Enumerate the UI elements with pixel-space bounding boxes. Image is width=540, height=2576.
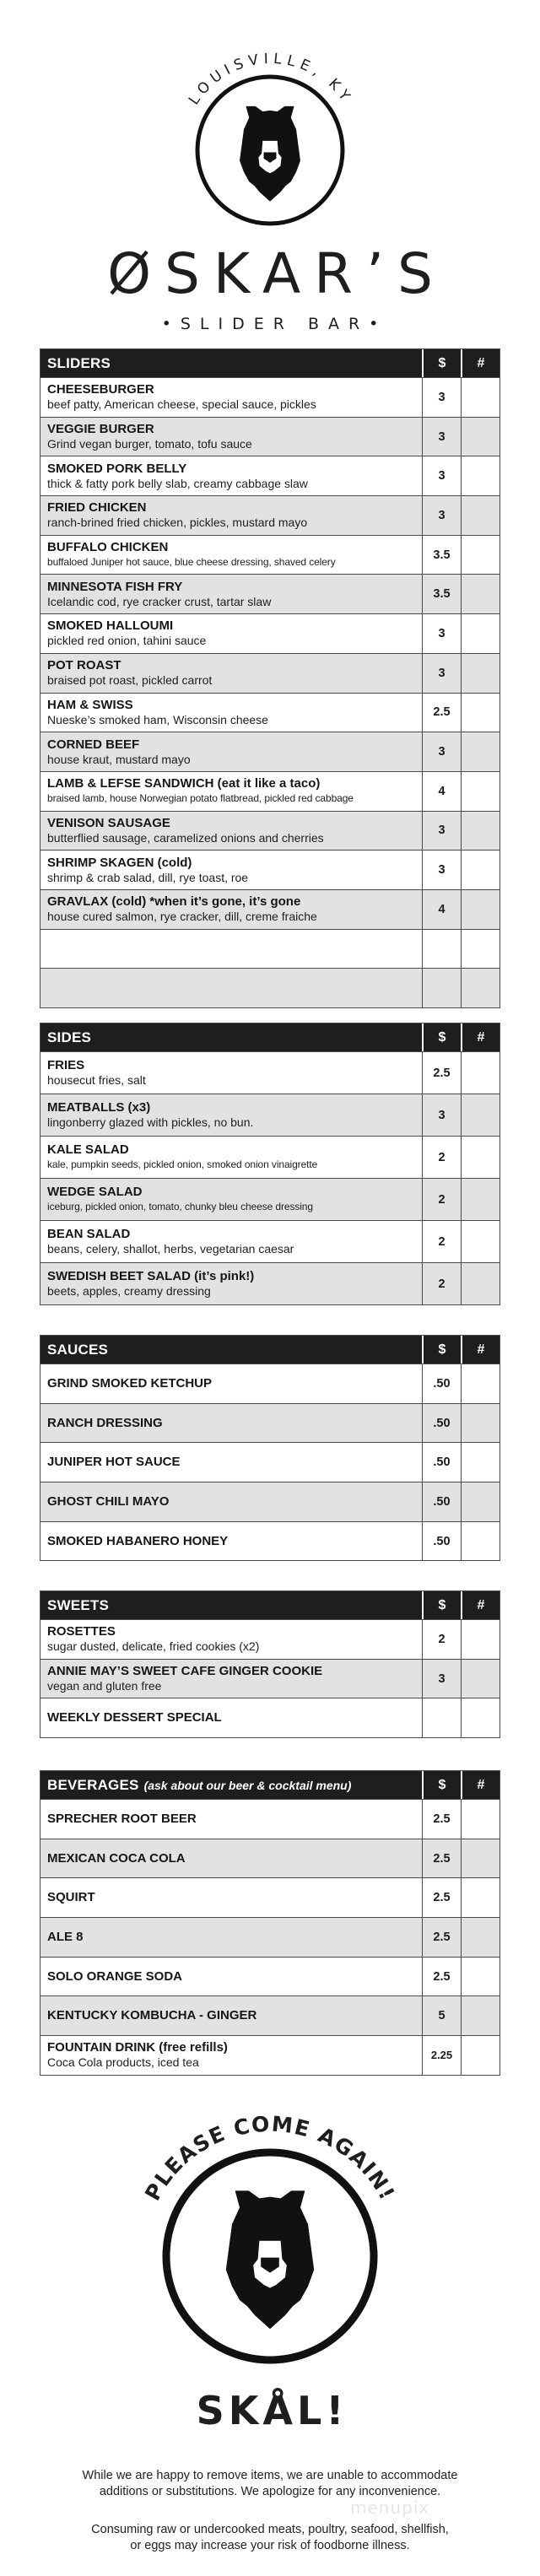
quantity-field[interactable] [461,2036,500,2075]
item-name: JUNIPER HOT SAUCE [47,1455,181,1470]
menu-item-row [40,1957,500,1996]
item-price: 2 [422,1137,461,1178]
item-description: sugar dusted, delicate, fried cookies (x2) [47,1639,260,1654]
bear-emblem-icon [0,2093,540,2379]
item-description: lingonberry glazed with pickles, no bun. [47,1115,254,1129]
item-cell [40,1800,422,1839]
item-name: SPRECHER ROOT BEER [47,1811,197,1826]
item-description: Nueske’s smoked ham, Wisconsin cheese [47,712,268,726]
item-name: WEDGE SALAD [47,1185,143,1199]
item-description: beef patty, American cheese, special sauce, pickles [47,397,316,412]
quantity-field[interactable] [461,1179,500,1220]
item-price: 3.5 [422,575,461,613]
item-price: 3 [422,456,461,495]
item-name: SQUIRT [47,1890,95,1905]
sides-section [40,1023,500,1305]
quantity-field[interactable] [461,890,500,929]
item-description: beets, apples, creamy dressing [47,1284,211,1298]
menu-item-row [40,1364,500,1403]
item-price: 2 [422,1221,461,1262]
quantity-field[interactable] [461,654,500,693]
item-cell [40,772,422,811]
item-name: GRIND SMOKED KETCHUP [47,1375,213,1391]
item-description: ranch-brined fried chicken, pickles, mustard mayo [47,516,308,530]
item-name: SMOKED HABANERO HONEY [47,1533,229,1548]
item-name: HAM & SWISS [47,697,133,712]
section-header [40,1771,500,1799]
item-description: house cured salmon, rye cracker, dill, creme fraiche [47,910,317,924]
menu-item-row [40,1136,500,1178]
beverages-section [40,1770,500,2076]
item-cell [40,1404,422,1443]
quantity-field[interactable] [461,496,500,535]
quantity-field[interactable] [461,1878,500,1917]
menu-item-row [40,1051,500,1094]
menu-item-row [40,1262,500,1304]
item-price: 2.5 [422,694,461,732]
quantity-field[interactable] [461,851,500,889]
item-name: ROSETTES [47,1624,116,1639]
item-name: POT ROAST [47,658,122,673]
price-column-header: $ [422,1771,461,1799]
menu-item-row [40,1403,500,1443]
food-safety-notice [0,2522,540,2554]
qty-column-header: # [461,349,500,377]
quantity-field[interactable] [461,1620,500,1659]
item-cell [40,1660,422,1698]
menu-item-row [40,889,500,929]
item-cell [40,732,422,771]
quantity-field[interactable] [461,772,500,811]
item-price: .50 [422,1404,461,1443]
item-name: SMOKED PORK BELLY [47,461,187,476]
quantity-field[interactable] [461,1698,500,1737]
quantity-field[interactable] [461,1137,500,1178]
notice-line: additions or substitutions. We apologize for any inconvenience. [99,2485,441,2498]
item-name: ALE 8 [47,1929,84,1944]
item-name: CHEESEBURGER [47,382,154,397]
item-price: 3 [422,614,461,653]
watermark: menupix [350,2498,430,2518]
item-cell [40,1996,422,2035]
blank-row [40,929,500,969]
item-cell [40,456,422,495]
item-price: 3 [422,418,461,456]
quantity-field[interactable] [461,614,500,653]
menu-item-row [40,377,500,417]
quantity-field[interactable] [461,1996,500,2035]
item-description: braised pot roast, pickled carrot [47,673,213,688]
item-price: 2.5 [422,1918,461,1957]
item-cell [40,1958,422,1996]
item-cell [40,654,422,693]
quantity-field[interactable] [461,1918,500,1957]
item-price: 2 [422,1263,461,1304]
item-description: pickled red onion, tahini sauce [47,634,207,648]
brand-name: ØSKAR’S [107,241,446,306]
item-cell [40,1839,422,1878]
quantity-field[interactable] [461,536,500,575]
item-price [422,930,461,969]
item-cell [40,930,422,969]
notice-line: Consuming raw or undercooked meats, poultry, seafood, shellfish, [91,2523,449,2536]
item-name: MINNESOTA FISH FRY [47,579,183,594]
menu-item-row [40,1995,500,2035]
item-name: MEATBALLS (x3) [47,1100,151,1115]
item-cell [40,1522,422,1561]
notice-line: or eggs may increase your risk of foodborne illness. [130,2539,410,2552]
item-price: 2.5 [422,1878,461,1917]
menu-item-row [40,1917,500,1957]
item-cell [40,1698,422,1737]
item-name: SOLO ORANGE SODA [47,1968,183,1984]
item-cell [40,536,422,575]
item-description: buffaloed Juniper hot sauce, blue cheese dressing, shaved celery [47,556,336,569]
location-arc-text: LOUISVILLE, KY [185,50,357,109]
item-name: WEEKLY DESSERT SPECIAL [47,1710,222,1725]
section-title: SLIDERS [47,354,111,371]
item-price [422,1698,461,1737]
item-name: CORNED BEEF [47,737,140,752]
item-price: 3 [422,378,461,417]
menu-item-row [40,1698,500,1737]
item-price: 5 [422,1996,461,2035]
item-price: 4 [422,772,461,811]
section-note: (ask about our beer & cocktail menu) [143,1778,352,1792]
menu-item-row [40,456,500,495]
notice-line: While we are happy to remove items, we are unable to accommodate [82,2469,458,2482]
menu-item-row [40,1442,500,1482]
item-name: GHOST CHILI MAYO [47,1493,170,1509]
quantity-field[interactable] [461,969,500,1007]
menu-item-row [40,1178,500,1220]
quantity-field[interactable] [461,1522,500,1561]
menu-item-row [40,693,500,732]
item-cell [40,1263,422,1304]
qty-column-header: # [461,1023,500,1051]
item-price: 2 [422,1620,461,1659]
brand-subtitle: •SLIDER BAR• [161,315,388,333]
menu-item-row [40,417,500,456]
quantity-field[interactable] [461,732,500,771]
menu-item-row [40,1619,500,1659]
item-description: thick & fatty pork belly slab, creamy cabbage slaw [47,476,308,490]
item-name: BUFFALO CHICKEN [47,540,169,555]
item-description: housecut fries, salt [47,1073,146,1087]
quantity-field[interactable] [461,456,500,495]
quantity-field[interactable] [461,930,500,969]
menu-item-row [40,574,500,613]
menu-item-row [40,653,500,693]
menu-item-row [40,1521,500,1561]
blank-row [40,968,500,1007]
item-description: Grind vegan burger, tomato, tofu sauce [47,437,252,451]
menu-item-row [40,613,500,653]
quantity-field[interactable] [461,575,500,613]
bottom-logo [0,2093,540,2379]
quantity-field[interactable] [461,1094,500,1136]
price-column-header: $ [422,349,461,377]
item-cell [40,1482,422,1521]
item-description: butterflied sausage, caramelized onions and cherries [47,830,324,845]
section-title: SIDES [47,1029,92,1045]
item-description: beans, celery, shallot, herbs, vegetarian caesar [47,1242,294,1256]
menu-item-row [40,1799,500,1839]
quantity-field[interactable] [461,1839,500,1878]
item-name: ANNIE MAY’S SWEET CAFE GINGER COOKIE [47,1664,323,1679]
menu-item-row [40,1094,500,1136]
item-cell [40,1052,422,1094]
quantity-field[interactable] [461,1052,500,1094]
item-cell [40,1364,422,1403]
item-name: SWEDISH BEET SALAD (it’s pink!) [47,1269,255,1283]
item-price: 3 [422,851,461,889]
section-title: BEVERAGES [47,1776,139,1793]
item-price: .50 [422,1522,461,1561]
menu-item-row [40,771,500,811]
sweets-section [40,1590,500,1738]
item-price: 3 [422,812,461,851]
item-name: RANCH DRESSING [47,1415,163,1430]
menu-item-row [40,1482,500,1521]
item-price [422,969,461,1007]
sauces-section [40,1335,500,1561]
come-again-arc-text: PLEASE COME AGAIN! [140,2111,400,2205]
item-price: 2.25 [422,2036,461,2075]
bear-emblem-icon [0,0,540,245]
item-description: Icelandic cod, rye cracker crust, tartar slaw [47,594,272,608]
item-name: LAMB & LEFSE SANDWICH (eat it like a taco) [47,776,321,791]
item-cell [40,1179,422,1220]
quantity-field[interactable] [461,1800,500,1839]
item-cell [40,1137,422,1178]
menu-item-row [40,850,500,889]
item-description: iceburg, pickled onion, tomato, chunky bleu cheese dressing [47,1201,313,1212]
menu-item-row [40,1877,500,1917]
qty-column-header: # [461,1771,500,1799]
qty-column-header: # [461,1591,500,1619]
item-name: VENISON SAUSAGE [47,815,170,830]
price-column-header: $ [422,1591,461,1619]
menu-item-row [40,1220,500,1262]
item-price: 2 [422,1179,461,1220]
item-cell [40,575,422,613]
item-cell [40,694,422,732]
menu-item-row [40,535,500,575]
item-cell [40,1221,422,1262]
item-description: kale, pumpkin seeds, pickled onion, smoked onion vinaigrette [47,1158,318,1170]
quantity-field[interactable] [461,1958,500,1996]
item-name: FRIED CHICKEN [47,500,147,516]
item-price: 4 [422,890,461,929]
quantity-field[interactable] [461,1443,500,1482]
item-name: KENTUCKY KOMBUCHA - GINGER [47,2008,257,2023]
price-column-header: $ [422,1023,461,1051]
item-description: vegan and gluten free [47,1679,162,1693]
item-description: house kraut, mustard mayo [47,752,191,766]
menu-item-row [40,495,500,535]
item-cell [40,851,422,889]
item-cell [40,1443,422,1482]
section-title-wrap [40,1771,422,1799]
item-cell [40,1094,422,1136]
quantity-field[interactable] [461,694,500,732]
item-price: 2.5 [422,1958,461,1996]
top-logo [0,0,540,346]
quantity-field[interactable] [461,1263,500,1304]
item-price: 2.5 [422,1800,461,1839]
menu-item-row [40,811,500,851]
menu-item-row [40,2035,500,2075]
quantity-field[interactable] [461,1221,500,1262]
item-cell [40,1918,422,1957]
item-price: 3 [422,654,461,693]
menu-item-row [40,1839,500,1878]
section-title: SAUCES [47,1341,109,1358]
item-price: .50 [422,1443,461,1482]
item-cell [40,812,422,851]
item-name: KALE SALAD [47,1142,129,1157]
item-name: BEAN SALAD [47,1227,131,1241]
section-title: SWEETS [47,1596,109,1613]
item-price: 3 [422,732,461,771]
qty-column-header: # [461,1336,500,1364]
section-header [40,1023,500,1051]
item-price: 2.5 [422,1839,461,1878]
item-name: SMOKED HALLOUMI [47,618,174,634]
item-price: 3.5 [422,536,461,575]
item-name: GRAVLAX (cold) *when it’s gone, it’s gone [47,894,301,910]
sliders-section [40,348,500,1008]
item-cell [40,2036,422,2075]
item-name: FRIES [47,1058,85,1072]
item-description: braised lamb, house Norwegian potato flatbread, pickled red cabbage [47,792,354,805]
substitution-notice [0,2468,540,2500]
quantity-field[interactable] [461,1660,500,1698]
item-cell [40,418,422,456]
item-cell [40,1620,422,1659]
item-description: Coca Cola products, iced tea [47,2055,199,2070]
item-cell [40,496,422,535]
quantity-field[interactable] [461,378,500,417]
quantity-field[interactable] [461,1364,500,1403]
section-header [40,1336,500,1364]
skal-heading: SKÅL! [196,2388,348,2433]
item-cell [40,969,422,1007]
section-header [40,349,500,377]
item-price: .50 [422,1364,461,1403]
section-header [40,1591,500,1619]
item-name: MEXICAN COCA COLA [47,1850,186,1866]
item-price: 3 [422,1660,461,1698]
quantity-field[interactable] [461,418,500,456]
item-cell [40,1878,422,1917]
item-cell [40,614,422,653]
item-price: 2.5 [422,1052,461,1094]
item-price: 3 [422,1094,461,1136]
item-name: VEGGIE BURGER [47,422,154,437]
item-description: shrimp & crab salad, dill, rye toast, roe [47,870,249,884]
quantity-field[interactable] [461,1404,500,1443]
item-cell [40,890,422,929]
item-name: SHRIMP SKAGEN (cold) [47,855,192,870]
menu-item-row [40,732,500,771]
price-column-header: $ [422,1336,461,1364]
quantity-field[interactable] [461,812,500,851]
item-cell [40,378,422,417]
item-price: .50 [422,1482,461,1521]
quantity-field[interactable] [461,1482,500,1521]
menu-item-row [40,1659,500,1698]
item-name: FOUNTAIN DRINK (free refills) [47,2040,228,2055]
item-price: 3 [422,496,461,535]
